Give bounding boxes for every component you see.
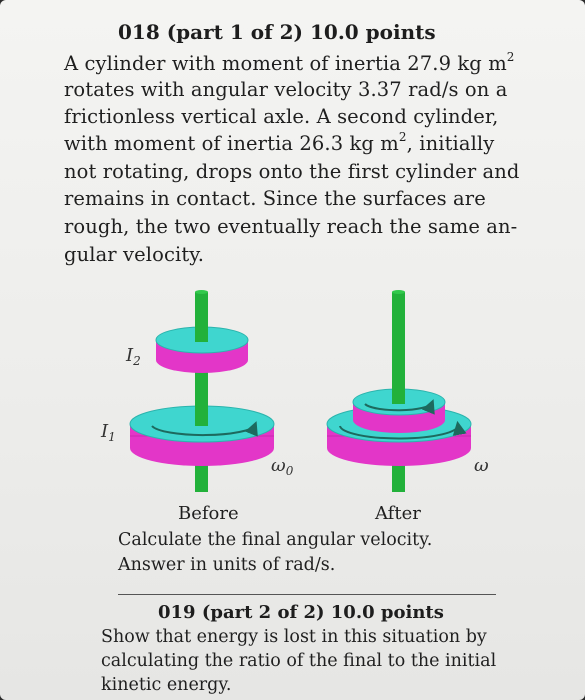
part2-line-3: kinetic energy. — [101, 675, 232, 695]
before-axle-top — [195, 292, 208, 342]
after-axle-top — [392, 292, 405, 404]
part1-line-2: rotates with angular velocity 3.37 rad/s on a — [64, 78, 508, 101]
question-line-1: Calculate the final angular velocity. — [118, 530, 433, 550]
part1-line-8: gular velocity. — [64, 243, 205, 266]
label-omega0: $\omega_0$ — [271, 455, 294, 478]
part1-line-4: with moment of inertia 26.3 kg $m^2$, initially — [64, 130, 495, 155]
part1-header: 018 (part 1 of 2) 10.0 points — [118, 20, 436, 44]
part2-line-2: calculating the ratio of the final to the initial — [101, 651, 497, 671]
before-axle-middle — [195, 372, 208, 426]
part2-line-1: Show that energy is lost in this situation by — [101, 627, 487, 647]
label-i2: $I_2$ — [126, 345, 141, 368]
label-i1: $I_1$ — [101, 421, 116, 444]
after-assembly — [327, 290, 471, 492]
part1-line-6: remains in contact. Since the surfaces are — [64, 187, 486, 210]
label-omega: ω — [474, 455, 489, 476]
section-divider — [118, 594, 496, 595]
part1-line-5: not rotating, drops onto the first cylinder and — [64, 160, 520, 183]
before-assembly — [130, 290, 274, 492]
part1-line-7: rough, the two eventually reach the same an- — [64, 215, 518, 238]
part2-header: 019 (part 2 of 2) 10.0 points — [158, 602, 444, 623]
caption-before: Before — [178, 503, 239, 524]
question-line-2: Answer in units of rad/s. — [118, 555, 336, 575]
part1-line-3: frictionless vertical axle. A second cylinder, — [64, 105, 499, 128]
part1-line-1: A cylinder with moment of inertia 27.9 kg $m^2$ — [64, 50, 515, 75]
caption-after: After — [375, 503, 421, 524]
